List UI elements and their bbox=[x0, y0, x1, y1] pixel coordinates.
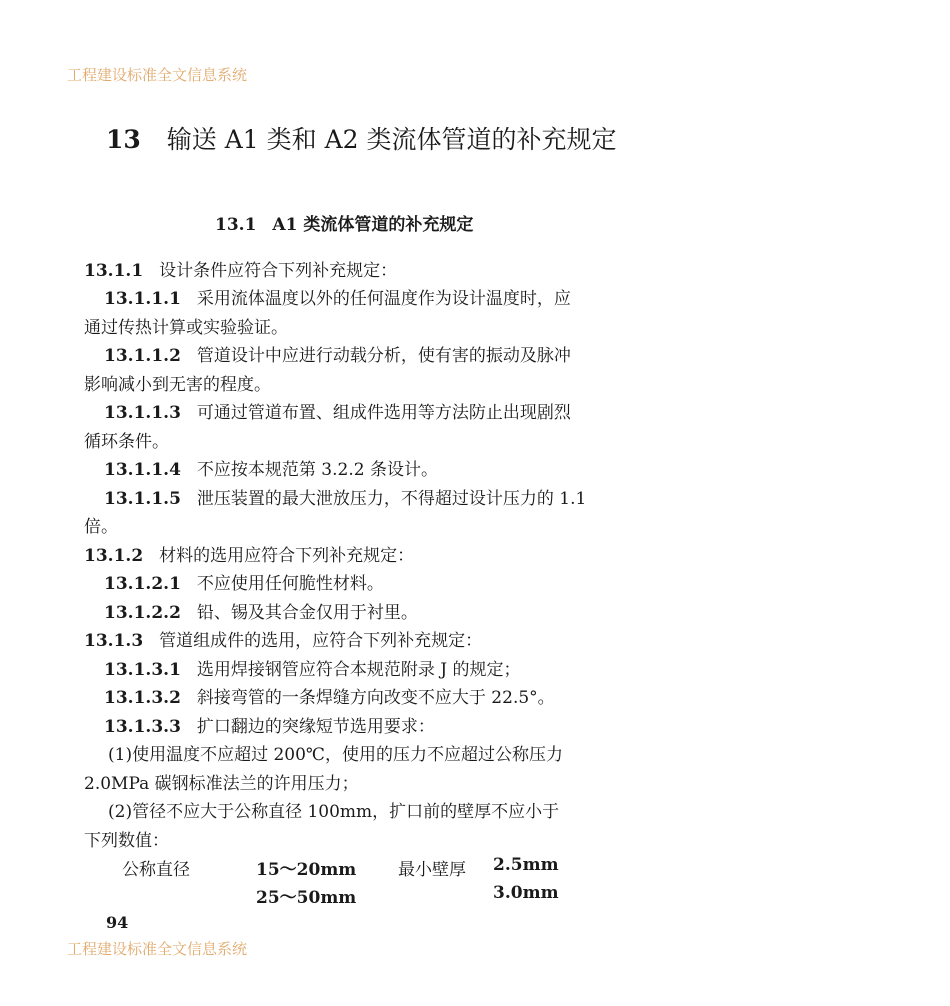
clause-13-1-1-1 bbox=[104, 284, 571, 309]
watermark-bottom: 工程建设标准全文信息系统 bbox=[67, 940, 248, 958]
clause-13-1-1-2 bbox=[104, 341, 571, 366]
clause-text: 选用焊接钢管应符合本规范附录 J 的规定； bbox=[196, 660, 521, 680]
clause-text: (2)管径不应大于公称直径 100mm，扩口前的壁厚不应小于 bbox=[108, 802, 560, 822]
chapter-heading bbox=[106, 120, 617, 156]
clause-continuation bbox=[84, 512, 118, 537]
clause-13-1-1-3 bbox=[104, 398, 571, 423]
clause-number: 13.1.3 bbox=[84, 631, 144, 651]
table-cell-dn: 15～20mm bbox=[256, 860, 357, 880]
clause-text: 2.0MPa 碳钢标准法兰的许用压力； bbox=[84, 774, 359, 794]
clause-text: 斜接弯管的一条焊缝方向改变不应大于 22.5°。 bbox=[196, 688, 555, 708]
clause-text: 材料的选用应符合下列补充规定： bbox=[159, 546, 415, 566]
section-heading bbox=[215, 210, 473, 235]
item-1 bbox=[108, 740, 563, 765]
clause-13-1-2-2 bbox=[104, 598, 418, 623]
watermark-top: 工程建设标准全文信息系统 bbox=[67, 66, 248, 84]
clause-number: 13.1.1.5 bbox=[104, 489, 181, 509]
clause-text: 通过传热计算或实验验证。 bbox=[84, 318, 288, 338]
clause-number: 13.1.2.1 bbox=[104, 574, 181, 594]
clause-13-1-3 bbox=[84, 626, 482, 651]
clause-number: 13.1.1.3 bbox=[104, 403, 181, 423]
clause-continuation bbox=[84, 313, 288, 338]
clause-number: 13.1.1.4 bbox=[104, 460, 181, 480]
table-cell-wall: 2.5mm bbox=[493, 855, 559, 875]
clause-text: 泄压装置的最大泄放压力，不得超过设计压力的 1.1 bbox=[196, 489, 587, 509]
clause-continuation bbox=[84, 769, 359, 794]
label-min-wall-thickness: 最小壁厚 bbox=[398, 860, 466, 880]
page-number: 94 bbox=[106, 913, 129, 932]
clause-13-1-1-5 bbox=[104, 484, 586, 509]
clause-13-1-2-1 bbox=[104, 569, 384, 594]
clause-text: 下列数值： bbox=[84, 831, 169, 851]
clause-13-1-3-2 bbox=[104, 683, 555, 708]
clause-text: 扩口翻边的突缘短节选用要求： bbox=[196, 717, 435, 737]
clause-number: 13.1.3.3 bbox=[104, 717, 181, 737]
table-cell-dn: 25～50mm bbox=[256, 888, 357, 908]
clause-13-1-3-1 bbox=[104, 655, 521, 680]
clause-text: 采用流体温度以外的任何温度作为设计温度时，应 bbox=[196, 289, 571, 309]
clause-text: 管道设计中应进行动载分析，使有害的振动及脉冲 bbox=[196, 346, 571, 366]
clause-text: 循环条件。 bbox=[84, 432, 169, 452]
clause-number: 13.1.2.2 bbox=[104, 603, 181, 623]
clause-13-1-1-4 bbox=[104, 455, 438, 480]
clause-text: 不应使用任何脆性材料。 bbox=[196, 574, 384, 594]
clause-text: 影响减小到无害的程度。 bbox=[84, 375, 271, 395]
clause-continuation bbox=[84, 370, 271, 395]
clause-number: 13.1.1.2 bbox=[104, 346, 181, 366]
clause-number: 13.1.1.1 bbox=[104, 289, 181, 309]
section-number: 13.1 bbox=[215, 215, 257, 235]
item-2 bbox=[108, 797, 559, 822]
clause-text: 铅、锡及其合金仅用于衬里。 bbox=[196, 603, 418, 623]
clause-13-1-1 bbox=[84, 256, 397, 281]
label-nominal-diameter: 公称直径 bbox=[122, 860, 190, 880]
clause-13-1-3-3 bbox=[104, 712, 435, 737]
clause-text: 不应按本规范第 3.2.2 条设计。 bbox=[196, 460, 438, 480]
clause-text: 管道组成件的选用，应符合下列补充规定： bbox=[159, 631, 483, 651]
clause-number: 13.1.1 bbox=[84, 261, 144, 281]
clause-continuation bbox=[84, 427, 169, 452]
chapter-number: 13 bbox=[106, 125, 141, 154]
clause-number: 13.1.3.2 bbox=[104, 688, 181, 708]
clause-continuation bbox=[84, 826, 169, 851]
table-cell-wall: 3.0mm bbox=[493, 883, 559, 903]
clause-text: 可通过管道布置、组成件选用等方法防止出现剧烈 bbox=[196, 403, 571, 423]
section-title: A1 类流体管道的补充规定 bbox=[272, 215, 474, 235]
clause-text: 倍。 bbox=[84, 517, 118, 537]
clause-number: 13.1.2 bbox=[84, 546, 144, 566]
clause-text: 设计条件应符合下列补充规定： bbox=[159, 261, 398, 281]
chapter-title: 输送 A1 类和 A2 类流体管道的补充规定 bbox=[166, 125, 617, 154]
clause-number: 13.1.3.1 bbox=[104, 660, 181, 680]
clause-13-1-2 bbox=[84, 541, 414, 566]
clause-text: (1)使用温度不应超过 200℃，使用的压力不应超过公称压力 bbox=[108, 745, 563, 765]
